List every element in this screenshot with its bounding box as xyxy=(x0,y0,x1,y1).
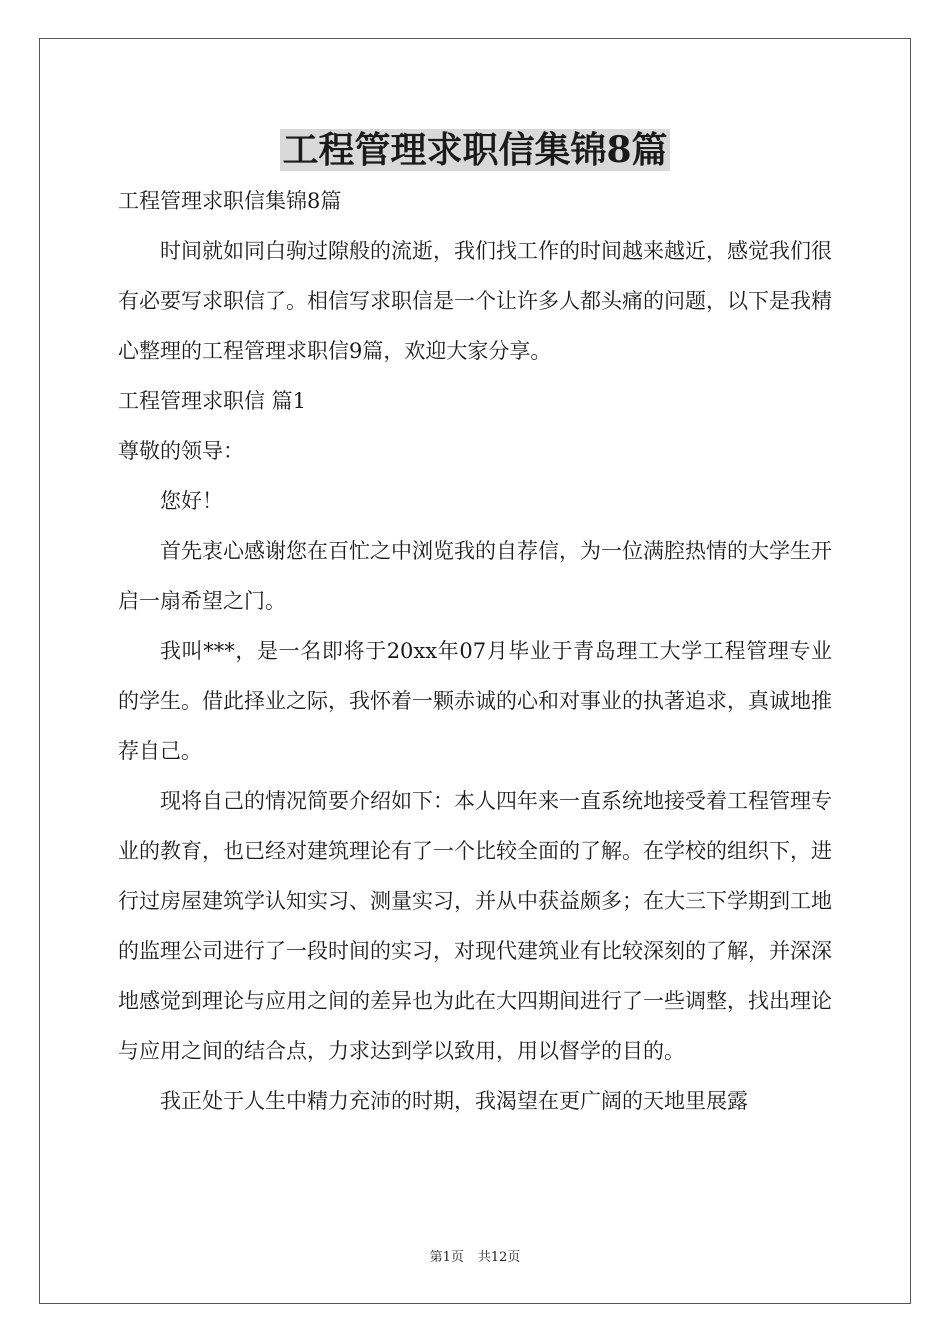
document-title xyxy=(0,124,950,176)
salutation: 尊敬的领导： xyxy=(118,439,244,463)
greeting: 您好！ xyxy=(160,489,223,513)
intro-paragraph: 时间就如同白驹过隙般的流逝，我们找工作的时间越来越近，感觉我们很有必要写求职信了。相信写求职信是一个让许多人都头痛的问题，以下是我精心整理的工程管理求职信9篇，欢迎大家分享。 xyxy=(118,239,832,363)
body-paragraph-3: 现将自己的情况简要介绍如下：本人四年来一直系统地接受着工程管理专业的教育，也已经对建筑理论有了一个比较全面的了解。在学校的组织下，进行过房屋建筑学认知实习、测量实习，并从中获益颇多；在大三下学期到工地的监理公司进行了一段时间的实习，对现代建筑业有比较深刻的了解，并深深地感觉到理论与应用之间的差异也为此在大四期间进行了一些调整，找出理论与应用之间的结合点，力求达到学以致用，用以督学的目的。 xyxy=(118,789,832,1063)
body-paragraph-2: 我叫***，是一名即将于20xx年07月毕业于青岛理工大学工程管理专业的学生。借此择业之际，我怀着一颗赤诚的心和对事业的执著追求，真诚地推荐自己。 xyxy=(118,639,832,763)
body-paragraph-1: 首先衷心感谢您在百忙之中浏览我的自荐信，为一位满腔热情的大学生开启一扇希望之门。 xyxy=(118,539,832,613)
page-number: 第1页 xyxy=(429,1250,464,1265)
document-title-text: 工程管理求职信集锦8篇 xyxy=(282,129,668,171)
body-paragraph-4: 我正处于人生中精力充沛的时期，我渴望在更广阔的天地里展露 xyxy=(160,1089,748,1113)
document-body xyxy=(118,176,832,1126)
page-total: 共12页 xyxy=(477,1250,521,1265)
section-heading: 工程管理求职信 篇1 xyxy=(118,389,307,413)
document-subtitle: 工程管理求职信集锦8篇 xyxy=(118,189,342,213)
page-footer xyxy=(0,1248,950,1268)
